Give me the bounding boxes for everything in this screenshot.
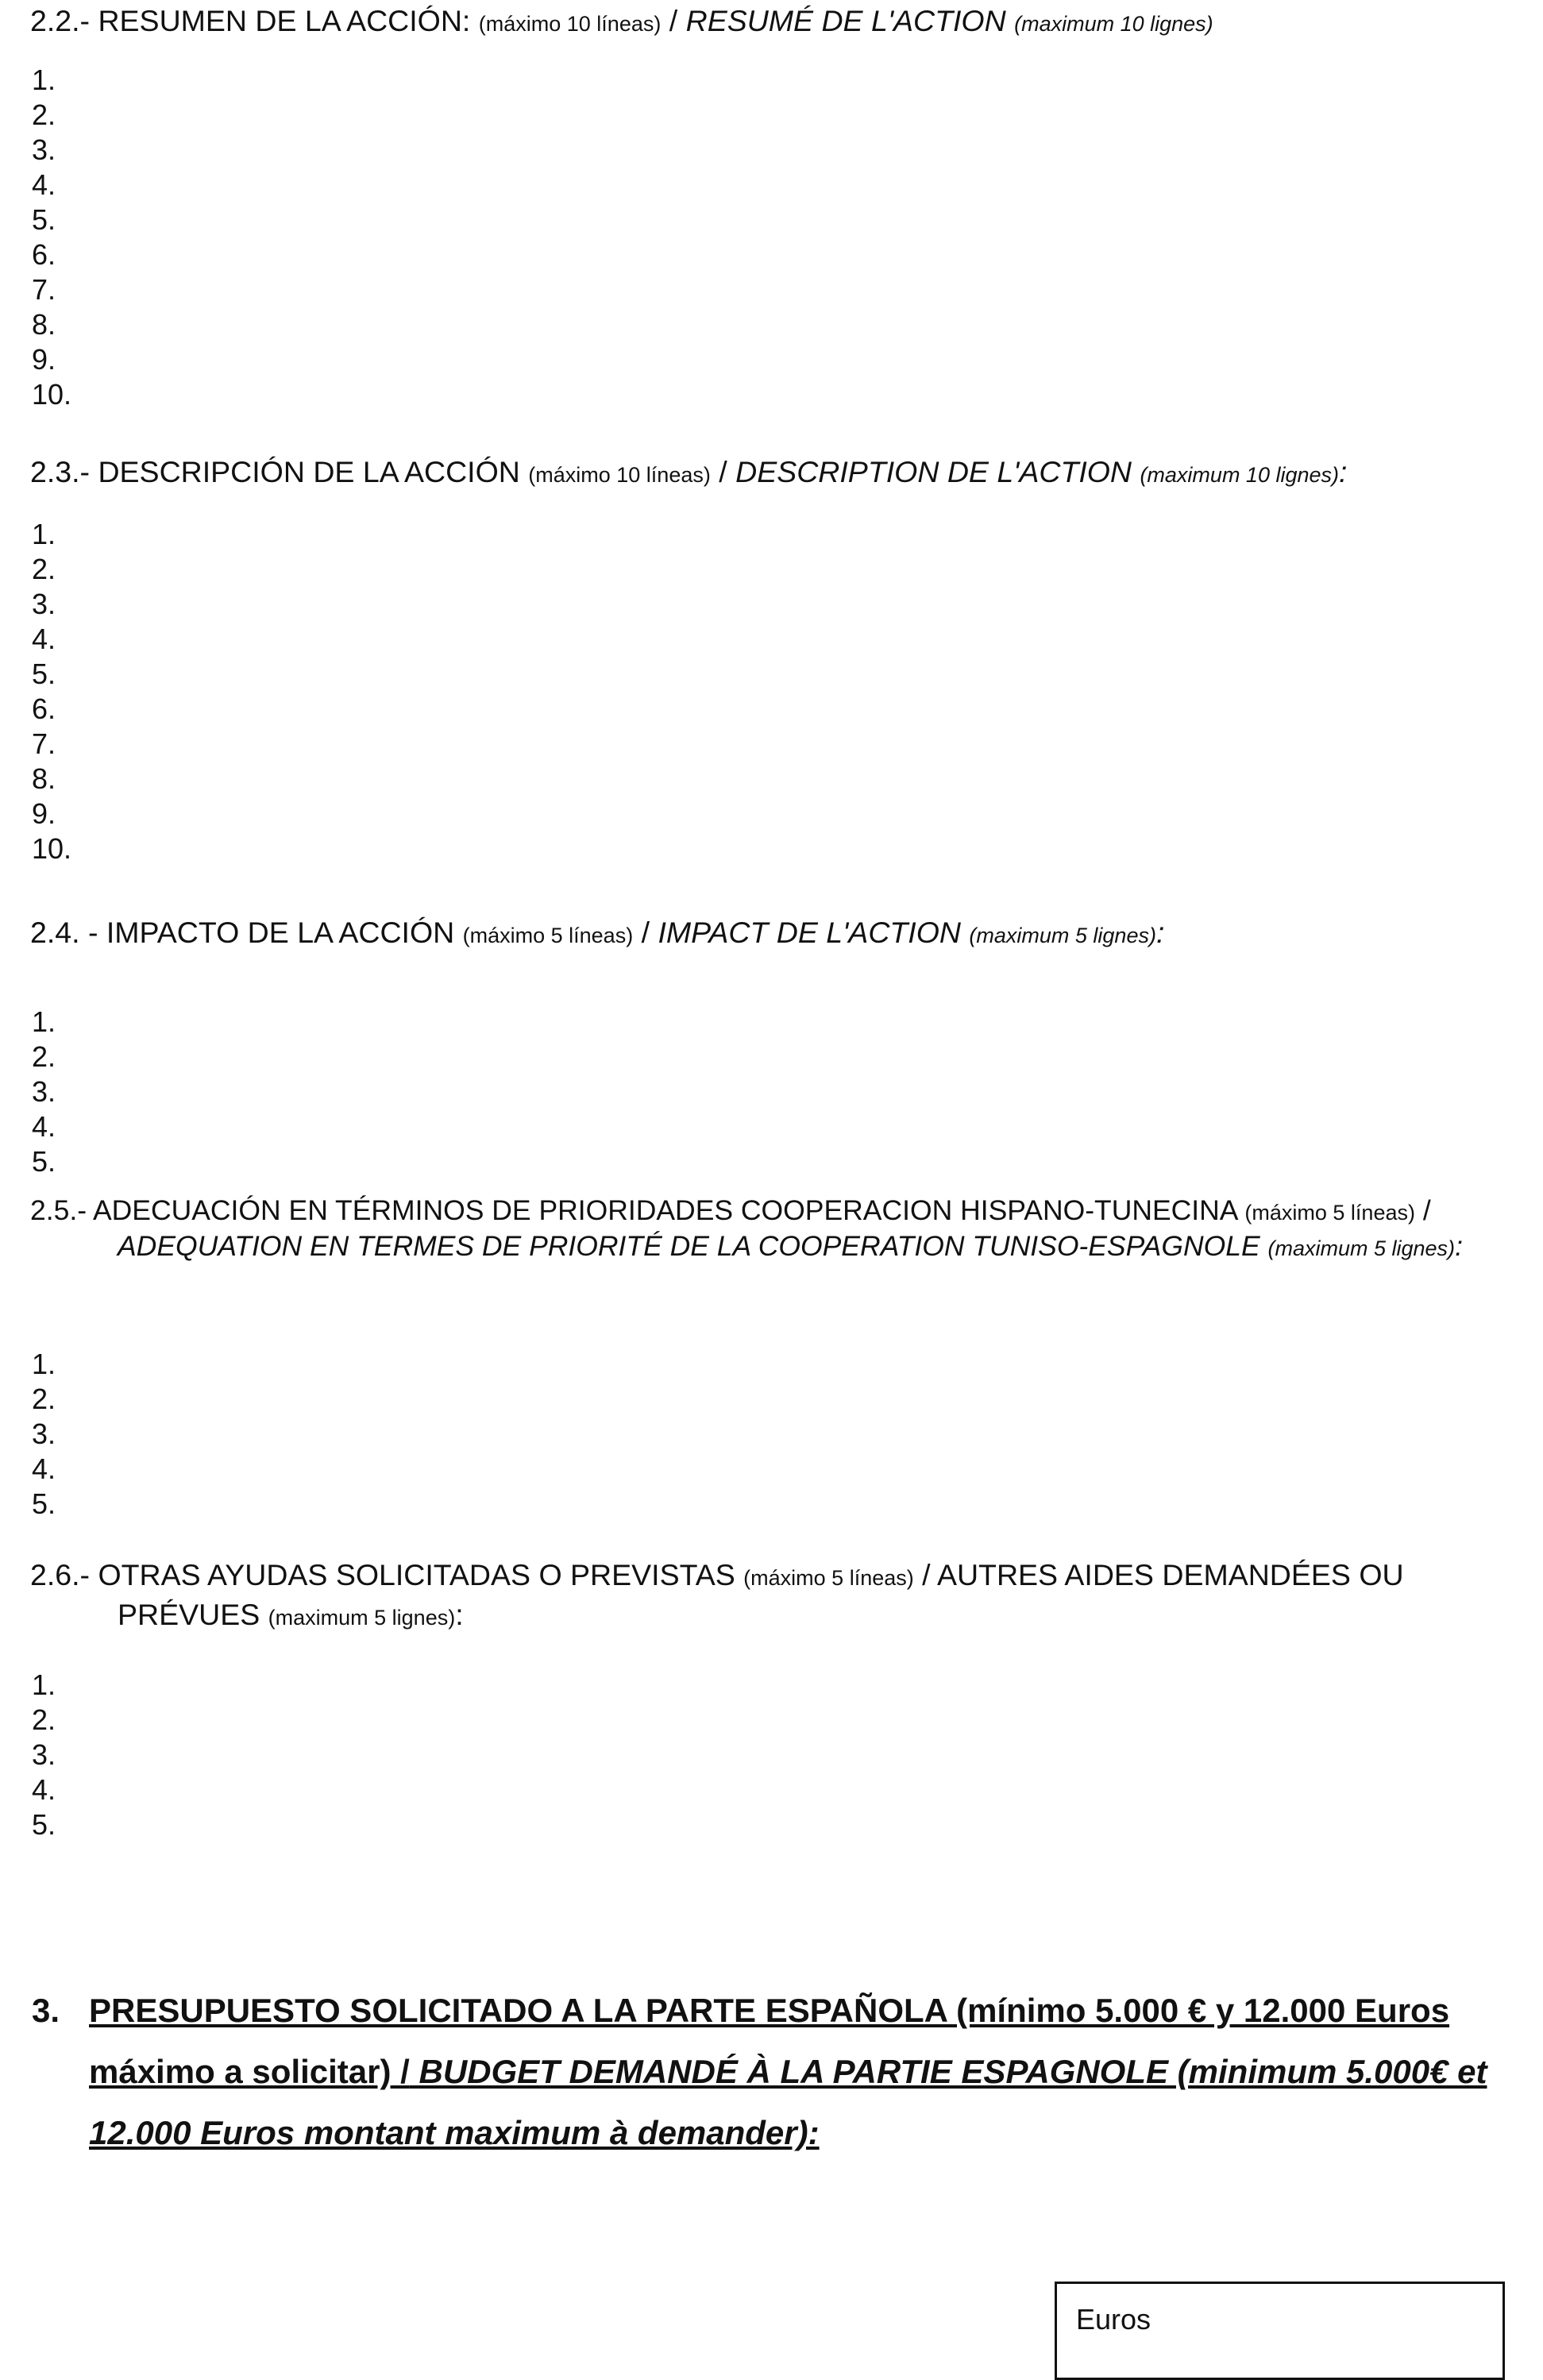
heading-colon: : <box>1339 455 1348 488</box>
s23-line-1: 1. <box>32 518 56 550</box>
s25-line-4: 4. <box>32 1452 56 1485</box>
s24-line-3: 3. <box>32 1075 56 1108</box>
s26-line-4: 4. <box>32 1773 56 1806</box>
s22-line-3: 3. <box>32 133 56 166</box>
heading-colon: : <box>1155 916 1165 949</box>
s22-line-6: 6. <box>32 238 56 271</box>
s25-line-3: 3. <box>32 1418 56 1450</box>
heading-es-note: (máximo 5 líneas) <box>743 1566 914 1590</box>
s22-line-9: 9. <box>32 343 56 376</box>
s24-line-4: 4. <box>32 1110 56 1143</box>
s25-line-1: 1. <box>32 1348 56 1380</box>
heading-fr-note: (maximum 5 lignes) <box>1267 1236 1456 1260</box>
s22-line-4: 4. <box>32 168 56 201</box>
section-2-6-heading <box>30 1556 1533 1636</box>
s22-line-2: 2. <box>32 98 56 131</box>
section-number: 2.4. - <box>30 916 98 949</box>
budget-section-number: 3. <box>32 1992 60 2029</box>
s22-line-8: 8. <box>32 308 56 341</box>
section-number: 2.3.- <box>30 455 91 488</box>
s24-line-2: 2. <box>32 1040 56 1073</box>
s23-line-2: 2. <box>32 553 56 585</box>
s22-line-5: 5. <box>32 203 56 236</box>
budget-heading-es: PRESUPUESTO SOLICITADO A LA PARTE ESPAÑOLA (mínimo 5.000 € y 12.000 Euros máximo a solicitar) / <box>89 1992 1450 2090</box>
heading-fr: AUTRES AIDES DEMANDÉES OU PRÉVUES <box>118 1558 1404 1631</box>
section-number: 2.2.- <box>30 4 91 37</box>
s26-line-2: 2. <box>32 1703 56 1736</box>
s23-line-4: 4. <box>32 623 56 655</box>
heading-separator: / <box>641 916 650 949</box>
heading-es: RESUMEN DE LA ACCIÓN: <box>98 4 471 37</box>
heading-es-note: (máximo 10 líneas) <box>478 12 662 36</box>
heading-fr: DESCRIPTION DE L'ACTION <box>735 455 1132 488</box>
s24-line-1: 1. <box>32 1005 56 1038</box>
s22-line-10: 10. <box>32 378 72 411</box>
heading-separator: / <box>1422 1194 1431 1226</box>
s23-line-9: 9. <box>32 797 56 830</box>
heading-colon: : <box>455 1598 464 1631</box>
heading-es-note: (máximo 5 líneas) <box>462 924 634 947</box>
s26-line-1: 1. <box>32 1668 56 1701</box>
s26-line-3: 3. <box>32 1738 56 1771</box>
heading-fr: RESUMÉ DE L'ACTION <box>685 4 1006 37</box>
budget-heading <box>89 1980 1538 2163</box>
s25-line-2: 2. <box>32 1383 56 1415</box>
s23-line-8: 8. <box>32 762 56 795</box>
s23-line-6: 6. <box>32 692 56 725</box>
heading-es: DESCRIPCIÓN DE LA ACCIÓN <box>98 455 520 488</box>
heading-es-note: (máximo 5 líneas) <box>1244 1201 1415 1225</box>
heading-separator: / <box>922 1558 931 1591</box>
budget-heading-fr: BUDGET DEMANDÉ À LA PARTIE ESPAGNOLE (minimum 5.000€ et 12.000 Euros montant maximum à demander): <box>89 2053 1487 2151</box>
s22-line-1: 1. <box>32 64 56 96</box>
heading-fr: IMPACT DE L'ACTION <box>658 916 961 949</box>
heading-fr-note: (maximum 10 lignes) <box>1140 463 1340 487</box>
section-2-4-heading <box>30 915 1533 954</box>
heading-fr-note: (maximum 10 lignes) <box>1014 12 1213 36</box>
s23-line-7: 7. <box>32 727 56 760</box>
s22-line-7: 7. <box>32 273 56 306</box>
s26-line-5: 5. <box>32 1808 56 1841</box>
section-2-5-heading <box>30 1194 1533 1265</box>
heading-es-note: (máximo 10 líneas) <box>528 463 711 487</box>
heading-es: ADECUACIÓN EN TÉRMINOS DE PRIORIDADES COOPERACION HISPANO-TUNECINA <box>92 1194 1237 1226</box>
s25-line-5: 5. <box>32 1487 56 1520</box>
euros-label: Euros <box>1076 2303 1151 2336</box>
heading-fr-note: (maximum 5 lignes) <box>268 1606 456 1630</box>
s23-line-3: 3. <box>32 588 56 620</box>
section-number: 2.6.- <box>30 1558 91 1591</box>
s23-line-5: 5. <box>32 658 56 690</box>
heading-fr: ADEQUATION EN TERMES DE PRIORITÉ DE LA COOPERATION TUNISO-ESPAGNOLE <box>118 1230 1260 1262</box>
section-number: 2.5.- <box>30 1194 87 1226</box>
heading-es: IMPACTO DE LA ACCIÓN <box>106 916 455 949</box>
heading-separator: / <box>669 4 678 37</box>
s23-line-10: 10. <box>32 832 72 865</box>
heading-fr-note: (maximum 5 lignes) <box>969 924 1156 947</box>
section-2-2-heading <box>30 3 1533 42</box>
euros-amount-field[interactable] <box>1055 2282 1505 2380</box>
s24-line-5: 5. <box>32 1145 56 1178</box>
section-2-3-heading <box>30 454 1533 493</box>
heading-colon: : <box>1455 1230 1463 1262</box>
heading-es: OTRAS AYUDAS SOLICITADAS O PREVISTAS <box>98 1558 735 1591</box>
heading-separator: / <box>719 455 727 488</box>
